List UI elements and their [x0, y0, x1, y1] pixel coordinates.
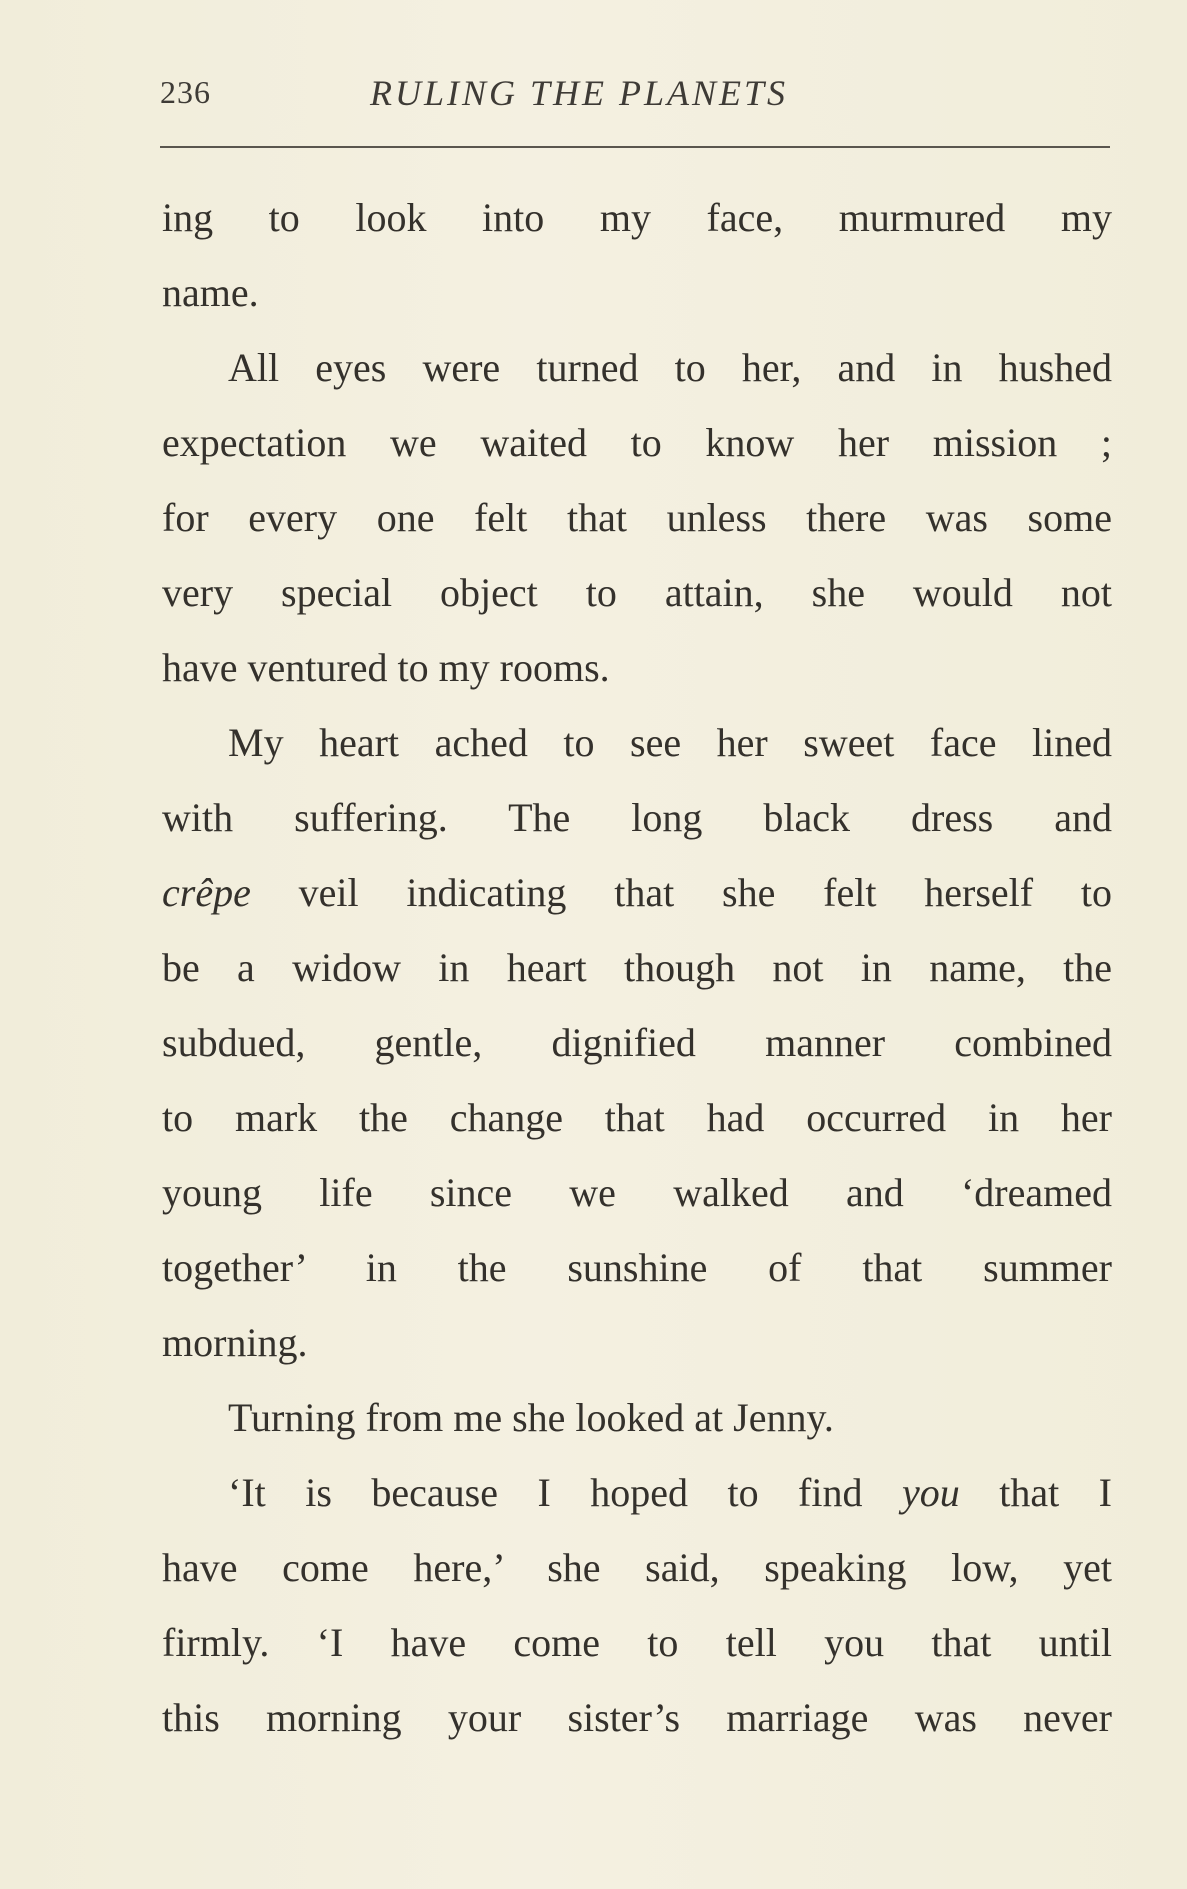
text-line: for every one felt that unless there was some	[162, 495, 1112, 540]
text-line: very special object to attain, she would not	[162, 570, 1112, 615]
italic-word: you	[901, 1470, 960, 1515]
text-line: subdued, gentle, dignified manner combined	[162, 1020, 1112, 1065]
page-number: 236	[160, 74, 211, 110]
text-line: together’ in the sunshine of that summer	[162, 1245, 1112, 1290]
body-text	[162, 180, 1112, 1755]
text-line	[162, 855, 1112, 930]
text-line: to mark the change that had occurred in her	[162, 1095, 1112, 1140]
text-line: All eyes were turned to her, and in hushed	[228, 345, 1112, 390]
text-line: Turning from me she looked at Jenny.	[228, 1395, 834, 1440]
text-line: firmly. ‘I have come to tell you that until	[162, 1620, 1112, 1665]
italic-word: crêpe	[162, 870, 251, 915]
text-line: have come here,’ she said, speaking low, yet	[162, 1545, 1112, 1590]
text-line	[162, 1455, 1112, 1530]
text-line: ing to look into my face, murmured my	[162, 195, 1112, 240]
text-line: this morning your sister’s marriage was never	[162, 1695, 1112, 1740]
running-header	[160, 70, 1110, 120]
text-line: with suffering. The long black dress and	[162, 795, 1112, 840]
text-line: My heart ached to see her sweet face lined	[228, 720, 1112, 765]
text-run: veil indicating that she felt herself to	[250, 870, 1112, 915]
text-line: morning.	[162, 1320, 308, 1365]
text-line: expectation we waited to know her mission ;	[162, 420, 1112, 465]
text-line: young life since we walked and ‘dreamed	[162, 1170, 1112, 1215]
running-title: RULING THE PLANETS	[370, 73, 789, 113]
header-rule	[160, 146, 1110, 148]
text-run: ‘It is because I hoped to find	[228, 1470, 902, 1515]
text-line: have ventured to my rooms.	[162, 645, 610, 690]
text-line: be a widow in heart though not in name, the	[162, 945, 1112, 990]
text-run: that I	[959, 1470, 1112, 1515]
text-line: name.	[162, 270, 259, 315]
